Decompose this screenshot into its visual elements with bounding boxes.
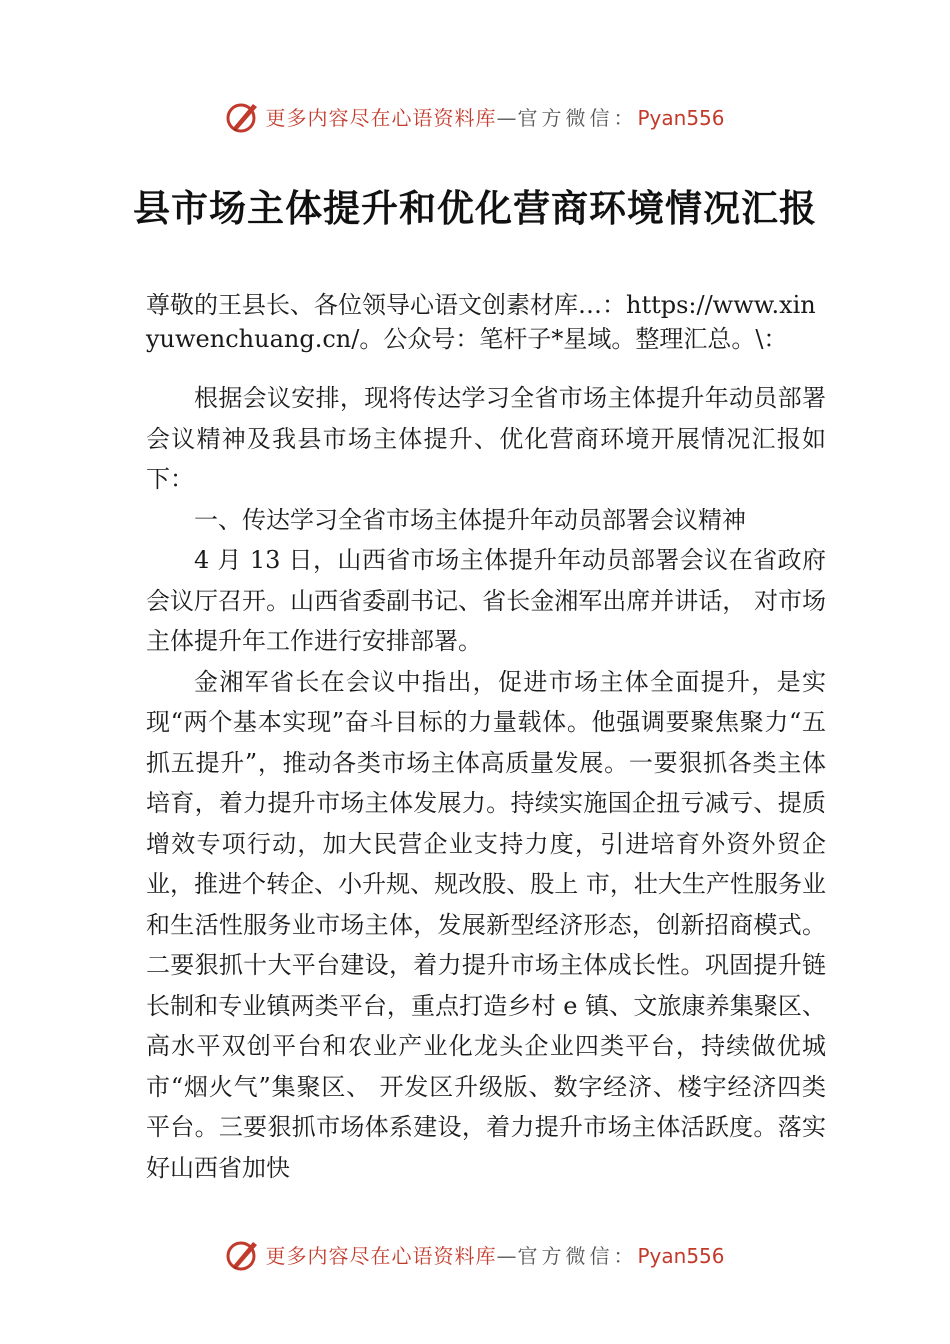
watermark-slogan: 更多内容尽在心语资料库 [265, 1243, 497, 1268]
watermark-slogan: 更多内容尽在心语资料库 [265, 105, 497, 130]
document-title: 县市场主体提升和优化营商环境情况汇报 [133, 186, 817, 230]
document-body [146, 288, 826, 1188]
watermark-dash: — [496, 1243, 518, 1268]
section-heading-1: 一、传达学习全省市场主体提升年动员部署会议精神 [194, 505, 746, 534]
pen-logo-icon [225, 1236, 261, 1272]
watermark-wechat-label: 官方微信： [517, 105, 638, 130]
watermark-text [265, 102, 724, 131]
watermark-wechat-id: Pyan556 [637, 105, 725, 130]
watermark-banner-top [0, 96, 950, 136]
paragraph-intro: 根据会议安排，现将传达学习全省市场主体提升年动员部署会议精神及我县市场主体提升、优化营商环境开展情况汇报如下： [146, 384, 826, 493]
paragraph-meeting: 4 月 13 日，山西省市场主体提升年动员部署会议在省政府会议厅召开。山西省委副书记、省长金湘军出席并讲话， 对市场主体提升年工作进行安排部署。 [146, 546, 826, 655]
pen-logo-icon [225, 98, 261, 134]
watermark-banner-bottom [0, 1234, 950, 1274]
watermark-wechat-label: 官方微信： [517, 1243, 638, 1268]
salutation: 尊敬的王县长、各位领导心语文创素材库…：https://www.xinyuwenchuang.cn/。公众号：笔杆子*星域。整理汇总。\： [146, 291, 816, 353]
watermark-dash: — [496, 105, 518, 130]
watermark-text [265, 1240, 724, 1269]
paragraph-speech: 金湘军省长在会议中指出，促进市场主体全面提升，是实现“两个基本实现”奋斗目标的力量载体。他强调要聚焦聚力“五抓五提升”，推动各类市场主体高质量发展。一要狠抓各类主体培育，着力提升市场主体发展力。持续实施国企扭亏减亏、提质增效专项行动，加大民营企业支持力度，引进培育外资外贸企业，推进个转企、小升规、规改股、股上 市，壮大生产性服务业和生活性服务业市场主体，发展新型经济形态，创新招商模式。二要狠抓十大平台建设，着力提升市场主体成长性。巩固提升链长制和专业镇两类平台，重点打造乡村 e 镇、文旅康养集聚区、高水平双创平台和农业产业化龙头企业四类平台，持续做优城市“烟火气”集聚区、 开发区升级版、数字经济、楼宇经济四类平台。三要狠抓市场体系建设，着力提升市场主体活跃度。落实好山西省加快 [146, 667, 826, 1182]
watermark-wechat-id: Pyan556 [637, 1243, 725, 1268]
